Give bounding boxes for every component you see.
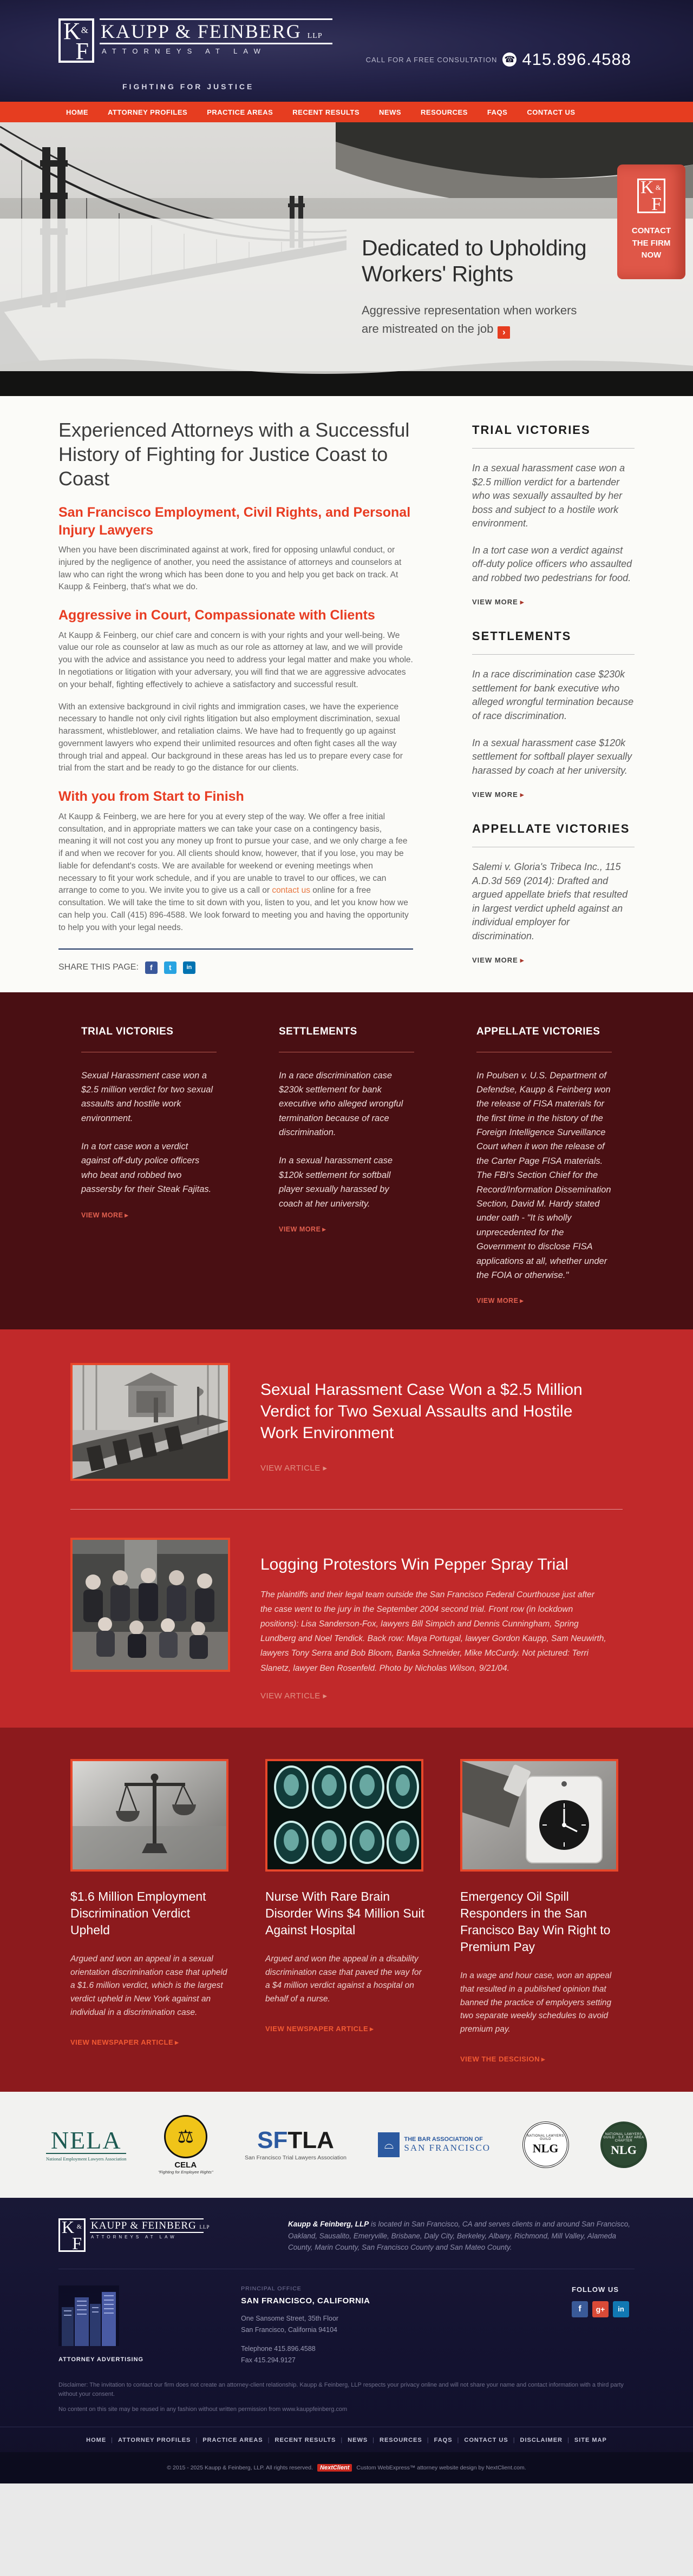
footer-nav-disclaimer[interactable]: DISCLAIMER |	[520, 2437, 574, 2443]
results-item: In a tort case won a verdict against off-duty police officers who beat and robbed two passersby for their Steak Fajitas.	[81, 1142, 212, 1195]
nav-item-faqs[interactable]: FAQS	[487, 108, 508, 116]
nav-item-contact-us[interactable]: CONTACT US	[527, 108, 576, 116]
results-column-appellate-victories	[476, 1026, 612, 1305]
office-address-line2: San Francisco, California 94104	[241, 2325, 337, 2334]
view-article-link[interactable]: VIEW ARTICLE ▸	[260, 1691, 328, 1701]
firm-suffix: LLP	[307, 32, 323, 40]
monogram-f: F	[75, 38, 89, 64]
chevron-right-icon: ▸	[323, 1464, 328, 1473]
chevron-right-icon: ▸	[125, 1211, 129, 1219]
firm-wordmark	[100, 18, 332, 58]
case-text: In a wage and hour case, won an appeal that resulted in a published opinion that banned the practice of employers setting two separate weekly schedules to avoid premium pay.	[460, 1971, 612, 2034]
footer-nav-news[interactable]: NEWS |	[348, 2437, 380, 2443]
case-results-section	[0, 1728, 693, 2092]
google-plus-icon[interactable]: g+	[592, 2301, 609, 2317]
results-column-title: APPELLATE VICTORIES	[476, 1025, 600, 1037]
article-title: Logging Protestors Win Pepper Spray Trial	[260, 1556, 568, 1574]
view-more-link[interactable]: VIEW MORE ▸	[472, 956, 525, 965]
case-card-nurse-verdict	[265, 1759, 428, 2064]
footer-nav-contact-us[interactable]: CONTACT US |	[464, 2437, 520, 2443]
bridge-icon: ⌓	[378, 2132, 400, 2157]
footer-disclaimer: Disclaimer: The invitation to contact our firm does not create an attorney-client relationship. Kaupp & Feinberg, LLP respects your privacy online and will not share your name and contact information with a third party without your consent.	[58, 2381, 624, 2398]
view-more-link[interactable]: VIEW MORE ▸	[472, 598, 525, 607]
nav-item-news[interactable]: NEWS	[379, 108, 402, 116]
chevron-right-icon: ▸	[322, 1226, 326, 1234]
call-label: CALL FOR A FREE CONSULTATION	[365, 55, 498, 64]
article-image-courtroom	[70, 1363, 230, 1481]
facebook-share-icon[interactable]: f	[145, 961, 158, 974]
chevron-right-icon[interactable]: ›	[498, 326, 510, 339]
results-column-settlements	[279, 1026, 414, 1305]
chevron-right-icon: ▸	[370, 2025, 374, 2033]
office-fax: Fax 415.294.9127	[241, 2356, 296, 2364]
kf-monogram-icon: K & F	[58, 2218, 86, 2252]
chevron-right-icon: ▸	[541, 2054, 545, 2063]
header-phone-number[interactable]: 415.896.4588	[522, 50, 631, 69]
bar-association-sf-logo: ⌓ THE BAR ASSOCIATION OF SAN FRANCISCO	[378, 2132, 491, 2157]
firm-logo[interactable]	[58, 18, 332, 63]
section-heading-aggressive: Aggressive in Court, Compassionate with Clients	[58, 608, 375, 623]
page-title: Experienced Attorneys with a Successful History of Fighting for Justice Coast to Coast	[58, 419, 410, 490]
hero-banner	[0, 122, 693, 396]
results-column-trial-victories	[81, 1026, 217, 1305]
monogram-k: K	[63, 18, 81, 44]
copyright-text: © 2015 - 2025 Kaupp & Feinberg, LLP. All rights reserved.	[167, 2464, 313, 2471]
chevron-right-icon: ▸	[175, 2038, 179, 2046]
chevron-right-icon: ▸	[520, 598, 525, 607]
case-image-brain-scans	[265, 1759, 423, 1872]
header-call-block	[366, 50, 631, 69]
office-phone[interactable]: Telephone 415.896.4588	[241, 2345, 316, 2353]
national-lawyers-guild-seal: NATIONAL LAWYERS GUILD NLG	[522, 2122, 569, 2168]
linkedin-icon[interactable]: in	[613, 2301, 629, 2317]
footer-nav-site-map[interactable]: SITE MAP	[574, 2436, 607, 2443]
chevron-right-icon: ▸	[520, 790, 525, 799]
cela-logo: ⚖ CELA "Fighting for Employee Rights"	[158, 2115, 213, 2175]
sidebar-item: In a sexual harassment case $120k settlement for softball player sexually harassed by coach at her university.	[472, 737, 632, 776]
main-content	[0, 396, 693, 992]
firm-tagline: FIGHTING FOR JUSTICE	[122, 82, 254, 91]
divider	[472, 654, 635, 655]
results-band	[0, 992, 693, 1330]
sidebar-trial-victories	[472, 423, 635, 607]
footer-nav-attorney-profiles[interactable]: ATTORNEY PROFILES |	[118, 2437, 202, 2443]
site-header	[0, 0, 693, 102]
contact-the-firm-button[interactable]	[617, 164, 685, 279]
firm-subtitle: ATTORNEYS AT LAW	[102, 47, 266, 55]
view-more-link[interactable]: VIEW MORE ▸	[472, 790, 525, 799]
divider	[472, 448, 635, 449]
sidebar-section-title: APPELLATE VICTORIES	[472, 822, 630, 836]
footer-office-block	[241, 2285, 370, 2367]
chevron-right-icon: ▸	[520, 956, 525, 965]
office-address-line1: One Sansome Street, 35th Floor	[241, 2314, 339, 2322]
case-title: $1.6 Million Employment Discrimination Verdict Upheld	[70, 1889, 206, 1937]
start-finish-paragraph: At Kaupp & Feinberg, we are here for you at every step of the way. We offer a free initial consultation, and in appropriate matters we can take your case on a contingency basis, meaning it will not cost you any money up front to pursue your case, and we only charge a fee if and when we recover for you. All clients should know, however, that if you lose, you may be liable for defendant's costs. We are available for weekend or evening meetings when necessary to fit your work schedule, and if you are unable to travel to our offices, we can arrange to come to you. We invite you to give us a call or contact us online for a free consultation. We will take the time to sit down with you, listen to you, and let you know how we can help you. Call (415) 896-4588. We look forward to meeting you and having the opportunity to help you with your legal needs.	[58, 812, 409, 932]
results-item: In a race discrimination case $230k settlement for bank executive who alleged wrongful termination because of race discrimination.	[279, 1070, 403, 1138]
footer-nav-recent-results[interactable]: RECENT RESULTS |	[275, 2437, 348, 2443]
kf-monogram-icon: K & F	[637, 179, 665, 213]
results-item: In Poulsen v. U.S. Department of Defendse, Kaupp & Feinberg won the release of FISA materials for the first time in the history of the Foreign Intelligence Surveillance Court when it won the release of the Carter Page FISA materials. The FBI's Section Chief for the Record/Information Dissemination Section, David M. Hardy stated under oath - "It is wholly unprecedented for the Government to disclose FISA applications at all, whether under the FOIA or otherwise."	[476, 1070, 611, 1280]
results-sidebar	[472, 418, 635, 987]
case-image-time-clock	[460, 1759, 618, 1872]
credit-text: Custom WebExpress™ attorney website design by NextClient.com.	[356, 2464, 526, 2471]
featured-articles	[0, 1329, 693, 1727]
article-image-legal-team-photo	[70, 1538, 230, 1672]
article-row	[70, 1363, 623, 1481]
section-heading-start-finish: With you from Start to Finish	[58, 789, 244, 805]
intro-paragraph: When you have been discriminated against at work, fired for opposing unlawful conduct, or injured by the negligence of another, you need the assistance of attorneys and counselors at law who can right the wrong which has been done to you and help you get back on track. At Kaupp & Feinberg, that's what we do.	[58, 545, 402, 592]
results-item: Sexual Harassment case won a $2.5 million verdict for two sexual assaults and hostile work environment.	[81, 1070, 213, 1123]
attorney-advertising-label: ATTORNEY ADVERTISING	[58, 2356, 144, 2363]
view-more-link[interactable]: VIEW MORE ▸	[81, 1211, 129, 1219]
view-article-link[interactable]: VIEW ARTICLE ▸	[260, 1464, 328, 1473]
kf-monogram-icon	[58, 18, 94, 63]
case-card-discrimination-verdict	[70, 1759, 233, 2064]
office-building-photo	[58, 2285, 119, 2349]
footer-nav-practice-areas[interactable]: PRACTICE AREAS |	[202, 2437, 274, 2443]
scales-icon: ⚖	[164, 2115, 207, 2158]
sidebar-item: In a sexual harassment case won a $2.5 million verdict for a bartender who was sexually assaulted by her boss and subject to a hostile work environment.	[472, 463, 625, 529]
hero-text	[362, 235, 586, 339]
footer-nav	[0, 2427, 693, 2452]
chevron-right-icon: ▸	[323, 1691, 328, 1701]
copyright-bar	[0, 2452, 693, 2483]
article-caption: The plaintiffs and their legal team outside the San Francisco Federal Courthouse just after the case went to the jury in the September 2004 second trial. Front row (in lockdown positions): Lisa Sanderson-Fox, lawyers Bill Simpich and Dennis Cunningham, Spring Lundberg and Noel Tendick. Back row: Maya Portugal, lawyer Gordon Kaupp, Sam Neuwirth, lawyers Tony Serra and Bob Bloom, Banka Schneider, Mike McCurdy. Not pictured: Terri Slanetz, lawyer Ben Rosenfeld. Photo by Nicholas Wilson, 9/21/04.	[260, 1590, 606, 1673]
site-footer	[0, 2198, 693, 2483]
nav-item-attorney-profiles[interactable]: ATTORNEY PROFILES	[108, 108, 188, 116]
contact-box-label: CONTACT THE FIRM NOW	[631, 226, 671, 260]
firm-name: KAUPP & FEINBERG	[101, 21, 302, 42]
nlg-sf-bay-area-seal: NATIONAL LAWYERS GUILD · S.F. BAY AREA CHAPTER NLG	[600, 2122, 647, 2168]
view-more-link[interactable]: VIEW MORE ▸	[279, 1226, 326, 1234]
footer-firm-logo[interactable]: K & F KAUPP & FEINBERG LLP ATTORNEYS AT LAW	[58, 2218, 210, 2252]
share-row	[58, 948, 413, 992]
footer-follow-block	[572, 2285, 635, 2367]
footer-reuse-notice: No content on this site may be reused in any fashion without written permission from www.kauppfeinberg.com	[58, 2406, 348, 2413]
nav-item-resources[interactable]: RESOURCES	[421, 108, 468, 116]
case-card-oil-spill-pay	[460, 1759, 623, 2064]
sidebar-settlements	[472, 629, 635, 799]
section-heading-practice: San Francisco Employment, Civil Rights, and Personal Injury Lawyers	[58, 505, 411, 538]
view-the-decision-link[interactable]: VIEW THE DESCISION ▸	[460, 2054, 545, 2063]
nav-item-practice-areas[interactable]: PRACTICE AREAS	[207, 108, 273, 116]
main-column	[58, 418, 413, 992]
phone-icon: ☎	[502, 52, 517, 67]
hero-title: Dedicated to Upholding Workers' Rights	[362, 235, 587, 287]
results-column-title: SETTLEMENTS	[279, 1025, 357, 1037]
case-image-scales-of-justice	[70, 1759, 228, 1872]
case-text: Argued and won an appeal in a sexual orientation discrimination case that upheld a $1.6 million verdict, which is the largest verdict upheld in New York against an individual in a discrimination case.	[70, 1954, 227, 2018]
results-item: In a sexual harassment case $120k settlement for softball player sexually harassed by coach at her university.	[279, 1156, 393, 1209]
principal-office-label: PRINCIPAL OFFICE	[241, 2285, 302, 2292]
aggressive-paragraph-2: With an extensive background in civil rights and immigration cases, we have the experience necessary to handle not only civil rights litigation but also employment discrimination, sexual harassment, whistleblower, and retaliation claims. We have had to frequently go up against government lawyers who expend their unlimited resources and often fight cases all the way through trial and appeal. Our background in these areas has led us to prepare every case for trial from the start and be ready to go the distance for our clients.	[58, 702, 403, 773]
nela-logo: NELA National Employment Lawyers Association	[46, 2126, 127, 2162]
footer-about-text: Kaupp & Feinberg, LLP is located in San Francisco, CA and serves clients in and around San Francisco, Oakland, Sausalito, Emeryville, Brisbane, Daly City, Berkeley, Albany, Richmond, Mill Valley, Alameda County, Marin County, San Francisco County and San Mateo County.	[288, 2219, 631, 2252]
monogram-amp: &	[81, 25, 88, 35]
footer-nav-resources[interactable]: RESOURCES |	[380, 2437, 434, 2443]
aggressive-paragraph-1: At Kaupp & Feinberg, our chief care and concern is with your rights and your well-being. We value our role as counselor at law as much as our role as attorney at law, and we will provide you with the advice and assistance you need to address your legal matter and make you whole. In negotiations or litigation with your adversary, you will find that we are aggressive advocates on your behalf, fighting effectively to achieve a satisfactory and successful result.	[58, 630, 413, 689]
nav-item-recent-results[interactable]: RECENT RESULTS	[292, 108, 360, 116]
sftla-logo: SFTLA San Francisco Trial Lawyers Association	[245, 2126, 346, 2161]
office-city: SAN FRANCISCO, CALIFORNIA	[241, 2296, 370, 2305]
results-column-title: TRIAL VICTORIES	[81, 1025, 174, 1037]
contact-us-link[interactable]: contact us	[272, 886, 310, 895]
sidebar-item: In a race discrimination case $230k settlement for bank executive who alleged wrongful termination because of race discrimination.	[472, 669, 634, 722]
sidebar-appellate-victories	[472, 822, 635, 965]
view-more-link[interactable]: VIEW MORE ▸	[476, 1297, 524, 1305]
twitter-share-icon[interactable]: t	[164, 961, 176, 974]
case-text: Argued and won the appeal in a disability discrimination case that paved the way for a $4 million verdict against a hospital on behalf of a nurse.	[265, 1954, 422, 2004]
divider	[70, 1509, 623, 1510]
facebook-icon[interactable]: f	[572, 2301, 588, 2317]
associations-band	[0, 2092, 693, 2198]
share-label: SHARE THIS PAGE:	[58, 963, 139, 972]
case-title: Nurse With Rare Brain Disorder Wins $4 Million Suit Against Hospital	[265, 1889, 424, 1937]
hero-subtitle: Aggressive representation when workers are mistreated on the job ›	[362, 301, 586, 339]
main-navbar	[0, 102, 693, 122]
footer-nav-home[interactable]: HOME |	[86, 2437, 118, 2443]
nextclient-logo[interactable]: NextClient	[317, 2464, 352, 2472]
footer-nav-faqs[interactable]: FAQS |	[434, 2437, 465, 2443]
article-title: Sexual Harassment Case Won a $2.5 Million Verdict for Two Sexual Assaults and Hostile Work Environment	[260, 1381, 583, 1442]
article-row	[70, 1538, 623, 1700]
chevron-right-icon: ▸	[520, 1297, 524, 1305]
view-newspaper-article-link[interactable]: VIEW NEWSPAPER ARTICLE ▸	[70, 2038, 179, 2046]
sidebar-section-title: SETTLEMENTS	[472, 629, 572, 643]
view-newspaper-article-link[interactable]: VIEW NEWSPAPER ARTICLE ▸	[265, 2025, 374, 2033]
linkedin-share-icon[interactable]: in	[183, 961, 195, 974]
hero-overlay	[0, 219, 693, 371]
follow-us-label: FOLLOW US	[572, 2285, 619, 2294]
sidebar-item: Salemi v. Gloria's Tribeca Inc., 115 A.D.3d 569 (2014): Drafted and argued appellate briefs that resulted in largest verdict upheld against an individual employer for discrimination.	[472, 861, 628, 941]
sidebar-section-title: TRIAL VICTORIES	[472, 423, 591, 437]
nav-item-home[interactable]: HOME	[66, 108, 88, 116]
sidebar-item: In a tort case won a verdict against off-duty police officers who assaulted and robbed two pedestrians for food.	[472, 544, 632, 583]
case-title: Emergency Oil Spill Responders in the San Francisco Bay Win Right to Premium Pay	[460, 1889, 611, 1954]
